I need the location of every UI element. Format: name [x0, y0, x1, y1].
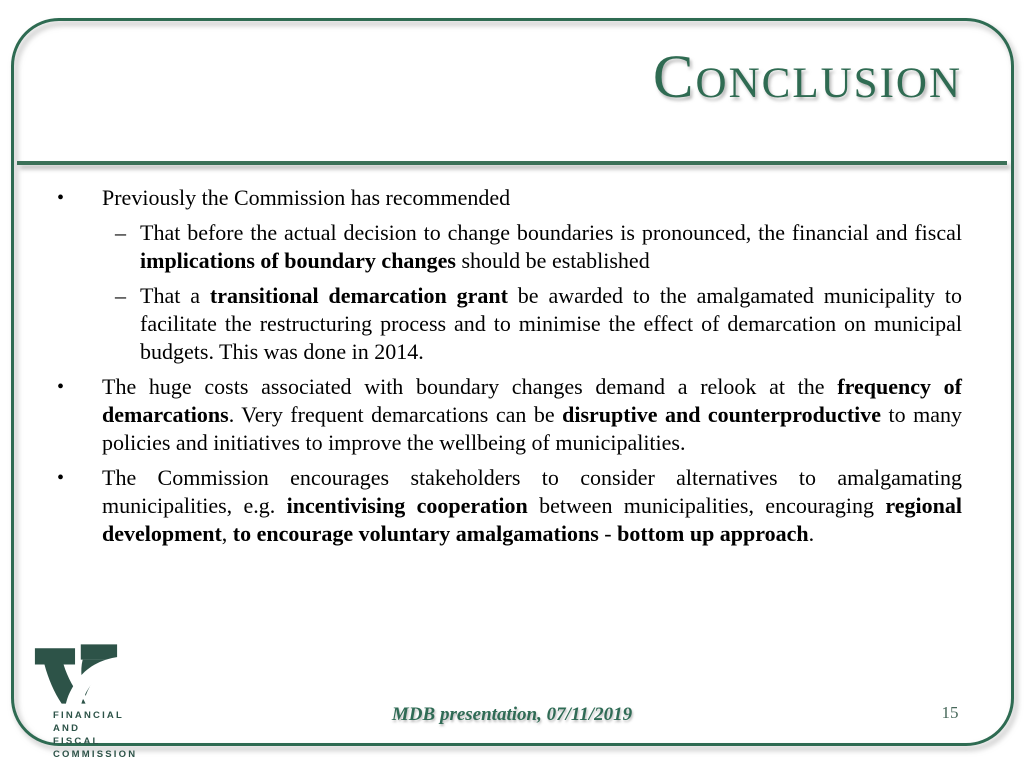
- bullet-marker: –: [115, 220, 126, 245]
- bullet-marker: •: [57, 376, 65, 398]
- bullet-item: [0, 282, 962, 366]
- bullet-text: That before the actual decision to change boundaries is pronounced, the financial and fiscal implications of boundary changes should be established: [140, 220, 962, 273]
- bullet-item: [0, 464, 962, 548]
- bullet-item: [0, 373, 962, 457]
- bullet-text: Previously the Commission has recommended: [102, 185, 511, 210]
- slide-title: Conclusion: [652, 44, 962, 111]
- bullet-marker: •: [57, 187, 65, 209]
- bullet-item: [0, 219, 962, 275]
- bullet-item: [0, 184, 962, 212]
- title-divider: [17, 161, 1007, 165]
- logo-caption-line: FINANCIAL: [53, 710, 124, 721]
- logo-caption-line: COMMISSION: [53, 749, 138, 760]
- footer-text: MDB presentation, 07/11/2019: [391, 704, 633, 725]
- logo-caption-line: AND FISCAL: [53, 723, 101, 747]
- bullet-marker: –: [115, 283, 126, 308]
- bullet-marker: •: [57, 467, 65, 489]
- ffc-logo-icon: [33, 642, 119, 706]
- bullet-text: That a transitional demarcation grant be awarded to the amalgamated municipality to facilitate the restructuring process and to minimise the effect of demarcation on municipal budgets. This was done in 2014.: [140, 283, 962, 364]
- bullet-text: The huge costs associated with boundary changes demand a relook at the frequency of demarcations. Very frequent demarcations can be disruptive and counterproductive to many policies and initiatives to improve the wellbeing of municipalities.: [102, 374, 963, 455]
- bullet-list: [0, 184, 962, 555]
- ffc-logo: [33, 642, 138, 761]
- page-number: 15: [941, 703, 959, 722]
- bullet-text: The Commission encourages stakeholders to consider alternatives to amalgamating municipalities, e.g. incentivising cooperation between municipalities, encouraging regional development, to encourage voluntary amalgamations - bottom up approach.: [102, 465, 962, 546]
